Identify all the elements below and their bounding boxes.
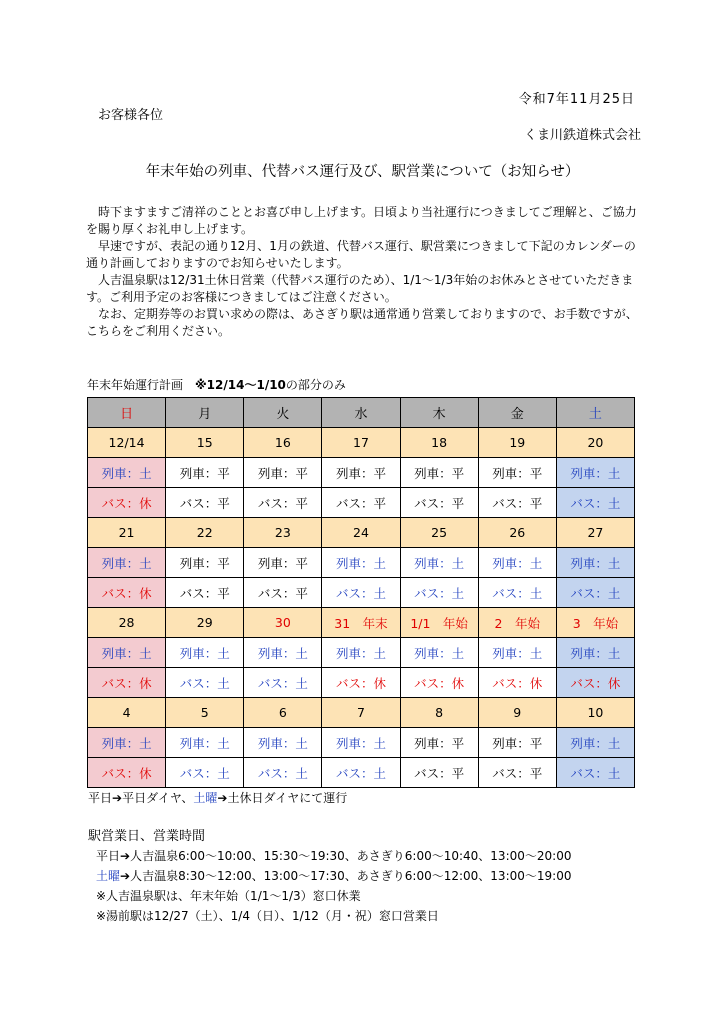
bus-service-cell: バス：土 <box>322 578 400 608</box>
weekday-header-cell: 木 <box>400 398 478 428</box>
train-service-cell: 列車：土 <box>478 548 556 578</box>
train-service-cell: 列車：平 <box>478 728 556 758</box>
date-cell: 15 <box>166 428 244 458</box>
station-hours-weekday <box>96 846 571 866</box>
train-service-cell: 列車：土 <box>556 728 634 758</box>
train-row <box>88 458 635 488</box>
legend <box>88 789 347 806</box>
date-cell: 21 <box>88 518 166 548</box>
table-caption-prefix: 年末年始運行計画 <box>87 378 196 392</box>
date-cell: 27 <box>556 518 634 548</box>
bus-service-cell: バス：休 <box>88 758 166 788</box>
train-row <box>88 638 635 668</box>
date-cell: 29 <box>166 608 244 638</box>
bus-service-cell: バス：土 <box>244 758 322 788</box>
addressee: お客様各位 <box>98 108 164 123</box>
date-cell: 6 <box>244 698 322 728</box>
date-row <box>88 518 635 548</box>
date-cell: 10 <box>556 698 634 728</box>
station-note-yunomae: ※湯前駅は12/27（土）、1/4（日）、1/12（月・祝）窓口営業日 <box>96 909 439 923</box>
bus-service-cell: バス：平 <box>478 488 556 518</box>
station-note-hitoyoshi: ※人吉温泉駅は、年末年始（1/1～1/3）窓口休業 <box>96 889 361 903</box>
bus-service-cell: バス：平 <box>478 758 556 788</box>
bus-service-cell: バス：休 <box>322 668 400 698</box>
document-date: 令和7年11月25日 <box>518 92 635 107</box>
bus-service-cell: バス：土 <box>400 578 478 608</box>
date-cell: 31 年末 <box>322 608 400 638</box>
train-service-cell: 列車：平 <box>244 548 322 578</box>
date-cell: 19 <box>478 428 556 458</box>
bus-service-cell: バス：土 <box>556 578 634 608</box>
date-cell: 18 <box>400 428 478 458</box>
train-service-cell: 列車：平 <box>244 458 322 488</box>
date-cell: 12/14 <box>88 428 166 458</box>
train-service-cell: 列車：土 <box>322 728 400 758</box>
notice-title: 年末年始の列車、代替バス運行及び、駅営業について（お知らせ） <box>145 164 580 180</box>
bus-service-cell: バス：土 <box>478 578 556 608</box>
bus-service-cell: バス：土 <box>166 758 244 788</box>
date-cell: 7 <box>322 698 400 728</box>
bus-service-cell: バス：土 <box>244 668 322 698</box>
train-service-cell: 列車：土 <box>400 638 478 668</box>
train-service-cell: 列車：平 <box>166 458 244 488</box>
bus-service-cell: バス：休 <box>88 578 166 608</box>
station-hours-list <box>96 846 571 926</box>
weekday-header-cell: 火 <box>244 398 322 428</box>
train-service-cell: 列車：土 <box>88 548 166 578</box>
weekday-header-cell: 月 <box>166 398 244 428</box>
station-hours-heading: 駅営業日、営業時間 <box>88 829 206 844</box>
arrow-right-icon: ➔ <box>120 869 131 883</box>
bus-service-cell: バス：平 <box>166 488 244 518</box>
date-cell: 22 <box>166 518 244 548</box>
train-service-cell: 列車：平 <box>400 458 478 488</box>
station-weekday-hours: 人吉温泉6:00～10:00、15:30～19:30、あさぎり6:00～10:40、13:00～20:00 <box>130 849 572 863</box>
arrow-right-icon: ➔ <box>120 849 131 863</box>
date-cell: 4 <box>88 698 166 728</box>
body-paragraph-schedule: 早速ですが、表記の通り12月、1月の鉄道、代替バス運行、駅営業につきまして下記のカレンダーの通り計画しておりますのでお知らせいたします。 <box>86 239 636 270</box>
bus-service-cell: バス：平 <box>244 488 322 518</box>
company-name: くま川鉄道株式会社 <box>523 128 641 143</box>
body-paragraph-greeting: 時下ますますご清祥のこととお喜び申し上げます。日頃より当社運行につきましてご理解と、ご協力を賜り厚くお礼申し上げます。 <box>86 205 637 236</box>
date-row <box>88 608 635 638</box>
train-service-cell: 列車：土 <box>244 728 322 758</box>
bus-service-cell: バス：土 <box>556 488 634 518</box>
train-service-cell: 列車：土 <box>556 548 634 578</box>
date-cell: 25 <box>400 518 478 548</box>
date-cell: 2 年始 <box>478 608 556 638</box>
date-cell: 20 <box>556 428 634 458</box>
bus-row <box>88 758 635 788</box>
date-cell: 26 <box>478 518 556 548</box>
date-row <box>88 698 635 728</box>
legend-weekday-text: 平日ダイヤ、 <box>122 791 194 805</box>
body-paragraph-hitoyoshi: 人吉温泉駅は12/31土休日営業（代替バス運行のため）、1/1～1/3年始のお休みとさせていただきます。ご利用予定のお客様につきましてはご注意ください。 <box>86 273 634 304</box>
train-service-cell: 列車：土 <box>400 548 478 578</box>
train-row <box>88 548 635 578</box>
table-caption <box>87 376 346 393</box>
train-service-cell: 列車：土 <box>478 638 556 668</box>
train-service-cell: 列車：平 <box>400 728 478 758</box>
date-cell: 8 <box>400 698 478 728</box>
legend-holiday-label: 土曜 <box>193 791 218 805</box>
bus-row <box>88 488 635 518</box>
station-weekday-label: 平日 <box>96 849 121 863</box>
date-cell: 9 <box>478 698 556 728</box>
bus-row <box>88 668 635 698</box>
date-cell: 5 <box>166 698 244 728</box>
date-cell: 16 <box>244 428 322 458</box>
bus-service-cell: バス：土 <box>556 758 634 788</box>
table-caption-suffix: の部分のみ <box>285 378 346 392</box>
date-cell: 30 <box>244 608 322 638</box>
train-service-cell: 列車：土 <box>556 638 634 668</box>
bus-service-cell: バス：土 <box>166 668 244 698</box>
notice-body <box>86 204 646 340</box>
train-row <box>88 728 635 758</box>
station-saturday-label: 土曜 <box>96 869 121 883</box>
bus-service-cell: バス：休 <box>478 668 556 698</box>
weekday-header-cell: 日 <box>88 398 166 428</box>
date-cell: 24 <box>322 518 400 548</box>
train-service-cell: 列車：平 <box>166 548 244 578</box>
train-service-cell: 列車：土 <box>322 638 400 668</box>
date-cell: 1/1 年始 <box>400 608 478 638</box>
train-service-cell: 列車：土 <box>88 638 166 668</box>
train-service-cell: 列車：土 <box>166 728 244 758</box>
date-cell: 17 <box>322 428 400 458</box>
bus-service-cell: バス：土 <box>322 758 400 788</box>
weekday-header-cell: 土 <box>556 398 634 428</box>
weekday-header-row <box>88 398 635 428</box>
bus-service-cell: バス：休 <box>556 668 634 698</box>
train-service-cell: 列車：土 <box>244 638 322 668</box>
legend-weekday-label: 平日 <box>88 791 113 805</box>
train-service-cell: 列車：土 <box>556 458 634 488</box>
train-service-cell: 列車：土 <box>166 638 244 668</box>
arrow-right-icon: ➔ <box>217 791 228 805</box>
date-cell: 28 <box>88 608 166 638</box>
bus-service-cell: バス：平 <box>322 488 400 518</box>
bus-service-cell: バス：平 <box>166 578 244 608</box>
body-paragraph-commuter-pass: なお、定期券等のお買い求めの際は、あさぎり駅は通常通り営業しておりますので、お手数ですが、こちらをご利用ください。 <box>86 307 638 338</box>
train-service-cell: 列車：平 <box>478 458 556 488</box>
weekday-header-cell: 水 <box>322 398 400 428</box>
operation-calendar <box>87 397 635 788</box>
train-service-cell: 列車：土 <box>322 548 400 578</box>
bus-service-cell: バス：平 <box>400 758 478 788</box>
train-service-cell: 列車：土 <box>88 458 166 488</box>
train-service-cell: 列車：土 <box>88 728 166 758</box>
station-hours-saturday <box>96 866 571 886</box>
date-cell: 23 <box>244 518 322 548</box>
station-saturday-hours: 人吉温泉8:30～12:00、13:00～17:30、あさぎり6:00～12:00、13:00～19:00 <box>130 869 572 883</box>
bus-service-cell: バス：休 <box>400 668 478 698</box>
bus-service-cell: バス：休 <box>88 488 166 518</box>
train-service-cell: 列車：平 <box>322 458 400 488</box>
weekday-header-cell: 金 <box>478 398 556 428</box>
table-caption-range: ※12/14～1/10 <box>195 378 286 392</box>
arrow-right-icon: ➔ <box>112 791 123 805</box>
bus-service-cell: バス：平 <box>400 488 478 518</box>
bus-service-cell: バス：休 <box>88 668 166 698</box>
date-cell: 3 年始 <box>556 608 634 638</box>
date-row <box>88 428 635 458</box>
legend-holiday-text: 土休日ダイヤにて運行 <box>227 791 348 805</box>
bus-service-cell: バス：平 <box>244 578 322 608</box>
bus-row <box>88 578 635 608</box>
